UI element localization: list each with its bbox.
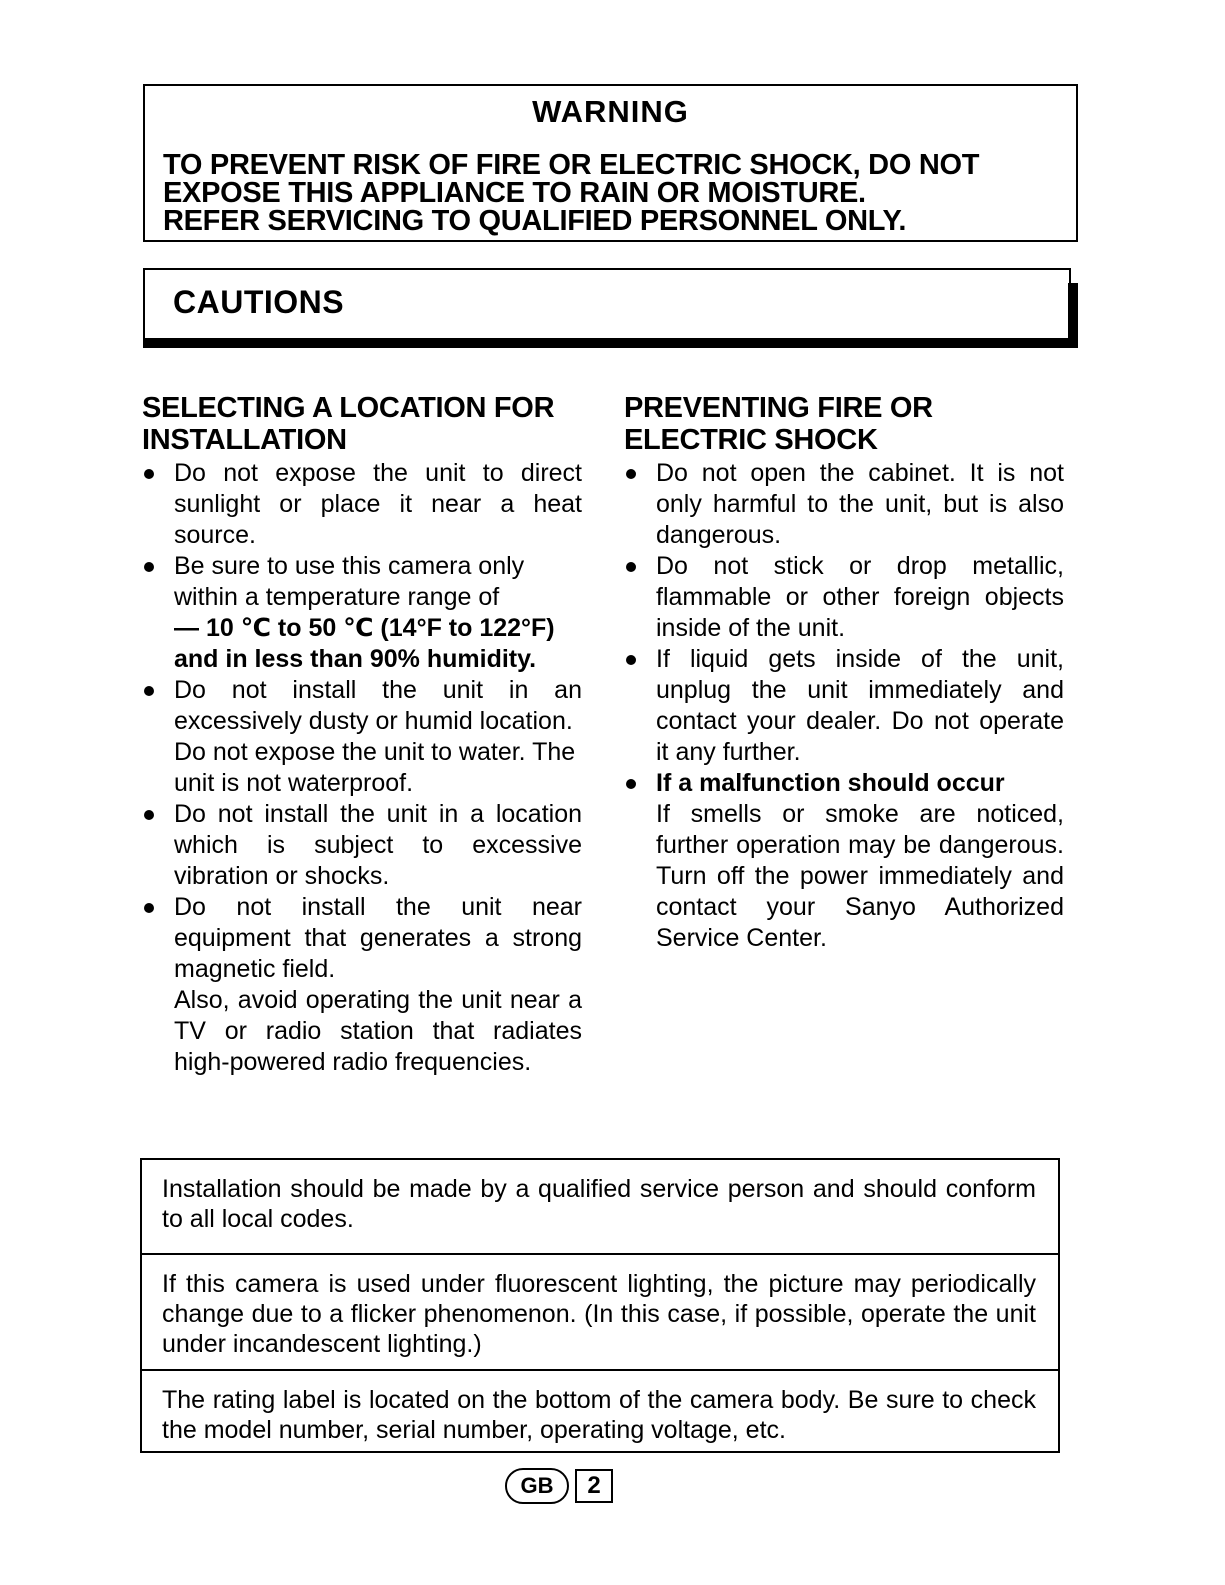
page-number: 2 xyxy=(575,1469,613,1503)
list-item xyxy=(142,675,582,799)
fire-item-1: Do not open the cabinet. It is not only harmful to the unit, but is also dangerous. xyxy=(656,459,1064,549)
bullet-icon xyxy=(626,779,636,789)
location-section xyxy=(142,392,582,1078)
bullet-icon xyxy=(626,562,636,572)
list-item xyxy=(142,458,582,551)
fire-list xyxy=(624,458,1064,954)
location-item-4: Do not install the unit in a location which is subject to excessive vibration or shocks. xyxy=(174,800,582,890)
cautions-title: CAUTIONS xyxy=(173,284,345,320)
location-item-5: Do not install the unit near equipment that generates a strong magnetic field. xyxy=(174,893,582,983)
location-item-3: Do not install the unit in an excessively dusty or humid location. xyxy=(174,676,582,735)
note-installation: Installation should be made by a qualified service person and should conform to all local codes. xyxy=(140,1158,1060,1255)
location-heading: SELECTING A LOCATION FOR INSTALLATION xyxy=(142,392,555,456)
warning-line-1: TO PREVENT RISK OF FIRE OR ELECTRIC SHOCK, DO NOT xyxy=(163,149,980,181)
list-item xyxy=(142,892,582,1078)
fire-item-4: If smells or smoke are noticed, further operation may be dangerous. Turn off the power immediately and contact your Sanyo Authorized Service Center. xyxy=(656,800,1064,952)
fire-item-2: Do not stick or drop metallic, flammable or other foreign objects inside of the unit. xyxy=(656,552,1064,642)
cautions-header xyxy=(143,268,1071,340)
list-item xyxy=(624,768,1064,954)
location-item-1: Do not expose the unit to direct sunlight or place it near a heat source. xyxy=(174,459,582,549)
bullet-icon xyxy=(144,469,154,479)
list-item xyxy=(142,799,582,892)
location-item-5-radio: Also, avoid operating the unit near a TV or radio station that radiates high-powered radio frequencies. xyxy=(174,986,582,1076)
warning-box xyxy=(143,84,1078,242)
warning-title: WARNING xyxy=(532,94,689,129)
warning-line-3: REFER SERVICING TO QUALIFIED PERSONNEL ONLY. xyxy=(163,205,907,237)
location-list xyxy=(142,458,582,1078)
bullet-icon xyxy=(626,469,636,479)
notes-bottom-border xyxy=(140,1451,1060,1453)
page-footer xyxy=(505,1466,613,1506)
cautions-shadow-bottom xyxy=(143,338,1078,348)
cautions-shadow-right xyxy=(1068,283,1078,346)
list-item xyxy=(624,458,1064,551)
fire-heading: PREVENTING FIRE OR ELECTRIC SHOCK xyxy=(624,392,933,456)
location-item-3-water: Do not expose the unit to water. The unit is not waterproof. xyxy=(174,738,576,797)
note-fluorescent: If this camera is used under fluorescent lighting, the picture may periodically change due to a flicker phenomenon. (In this case, if possible, operate the unit under incandescent lighting.) xyxy=(140,1253,1060,1371)
warning-line-2: EXPOSE THIS APPLIANCE TO RAIN OR MOISTURE. xyxy=(163,177,866,209)
fire-item-3: If liquid gets inside of the unit, unplug the unit immediately and contact your dealer. Do not operate it any further. xyxy=(656,645,1064,766)
location-item-2: Be sure to use this camera only within a temperature range of xyxy=(174,552,525,611)
list-item xyxy=(624,644,1064,768)
bullet-icon xyxy=(144,562,154,572)
bullet-icon xyxy=(144,903,154,913)
bullet-icon xyxy=(626,655,636,665)
region-badge: GB xyxy=(505,1468,569,1504)
list-item xyxy=(142,551,582,675)
fire-item-4-title: If a malfunction should occur xyxy=(656,769,1005,797)
location-item-2-spec: — 10 ℃ to 50 ℃ (14°F to 122°F) and in less than 90% humidity. xyxy=(174,614,555,673)
bullet-icon xyxy=(144,686,154,696)
note-rating-label: The rating label is located on the bottom of the camera body. Be sure to check the model number, serial number, operating voltage, etc. xyxy=(140,1369,1060,1453)
fire-section xyxy=(624,392,1064,954)
list-item xyxy=(624,551,1064,644)
bullet-icon xyxy=(144,810,154,820)
